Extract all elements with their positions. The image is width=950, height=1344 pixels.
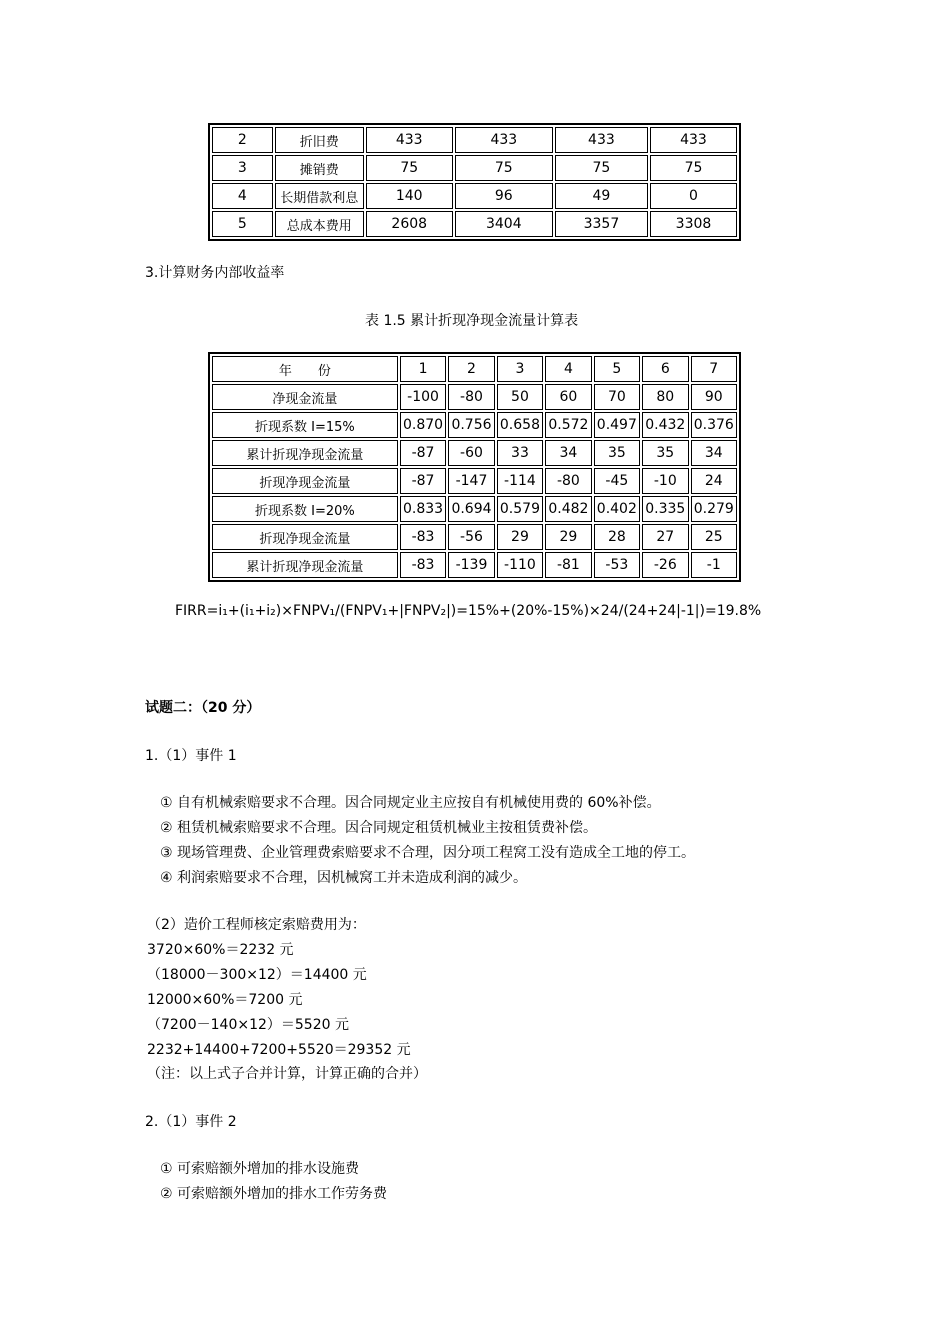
table-cell: -56 [448,524,494,550]
table-cell: -26 [642,552,688,578]
table-cell: 2608 [366,211,453,237]
table-cell: -80 [448,384,494,410]
row-label: 折现净现金流量 [212,468,398,494]
column-header: 4 [545,356,591,382]
table-cell: -87 [400,468,446,494]
table-cell: 433 [650,127,737,153]
table-cell: 50 [497,384,543,410]
q1-item: ② 租赁机械索赔要求不合理。因合同规定租赁机械业主按租赁费补偿。 [160,820,597,836]
table-cell: 0.482 [545,496,591,522]
row-label: 折现净现金流量 [212,524,398,550]
column-header: 年 份 [212,356,398,382]
table2-caption: 表 1.5 累计折现净现金流量计算表 [365,313,579,329]
section3-title: 3.计算财务内部收益率 [145,265,285,281]
table-cell: 25 [691,524,737,550]
table-cell: 24 [691,468,737,494]
table-cell: 96 [455,183,553,209]
table-cell: -81 [545,552,591,578]
table-cell: 0.579 [497,496,543,522]
table-row [212,183,737,209]
table-cell: 2 [212,127,273,153]
row-label: 折旧费 [275,127,364,153]
calc-line: （7200－140×12）＝5520 元 [147,1017,349,1033]
table-cell: 0.402 [594,496,640,522]
table-cell: -53 [594,552,640,578]
table-cell: 34 [545,440,591,466]
q1-item: ③ 现场管理费、企业管理费索赔要求不合理，因分项工程窝工没有造成全工地的停工。 [160,845,695,861]
q1-part2-title: （2）造价工程师核定索赔费用为： [147,917,366,933]
table-cell: 34 [691,440,737,466]
row-label: 折现系数 I=20% [212,496,398,522]
firr-formula: FIRR=i₁+(i₁+i₂)×FNPV₁/(FNPV₁+|FNPV₂|)=15%+(20%-15%)×24/(24+24|-1|)=19.8% [175,603,762,619]
table-cell: 29 [497,524,543,550]
q2-item: ② 可索赔额外增加的排水工作劳务费 [160,1186,388,1202]
row-label: 长期借款利息 [275,183,364,209]
column-header: 7 [691,356,737,382]
table-row [212,496,737,522]
row-label: 净现金流量 [212,384,398,410]
table-cell: 0.376 [691,412,737,438]
table-cell: 0.279 [691,496,737,522]
table-cell: 27 [642,524,688,550]
table-cell: -87 [400,440,446,466]
table-cell: 3404 [455,211,553,237]
table-cell: -80 [545,468,591,494]
column-header: 3 [497,356,543,382]
column-header: 1 [400,356,446,382]
table-row [212,384,737,410]
table-cell: 0.694 [448,496,494,522]
table-cell: -110 [497,552,543,578]
table-cell: 33 [497,440,543,466]
q1-item: ① 自有机械索赔要求不合理。因合同规定业主应按自有机械使用费的 60%补偿。 [160,795,661,811]
table-cell: 75 [650,155,737,181]
table-row [212,524,737,550]
table-cell: 29 [545,524,591,550]
q2-title: 2.（1）事件 2 [145,1114,237,1130]
table-cell: 75 [555,155,648,181]
column-header: 5 [594,356,640,382]
cashflow-table [208,352,741,582]
table-row [212,468,737,494]
table-cell: -1 [691,552,737,578]
table-cell: -60 [448,440,494,466]
table-row [212,440,737,466]
table-cell: -83 [400,552,446,578]
row-label: 折现系数 I=15% [212,412,398,438]
table-row [212,155,737,181]
row-label: 累计折现净现金流量 [212,552,398,578]
table-cell: 0.870 [400,412,446,438]
table-cell: 4 [212,183,273,209]
row-label: 摊销费 [275,155,364,181]
table-cell: 35 [642,440,688,466]
table-cell: -139 [448,552,494,578]
table-cell: -10 [642,468,688,494]
question2-title: 试题二：（20 分） [145,700,261,716]
table-cell: 0.335 [642,496,688,522]
table-cell: -45 [594,468,640,494]
table-cell: 28 [594,524,640,550]
table-cell: 3357 [555,211,648,237]
table-cell: 35 [594,440,640,466]
table-cell: -100 [400,384,446,410]
table-cell: 433 [366,127,453,153]
table-cell: 75 [455,155,553,181]
column-header: 6 [642,356,688,382]
table-cell: 0.756 [448,412,494,438]
table-cell: 80 [642,384,688,410]
table-cell: 0.497 [594,412,640,438]
column-header: 2 [448,356,494,382]
table-cell: 90 [691,384,737,410]
table-cell: -147 [448,468,494,494]
row-label: 总成本费用 [275,211,364,237]
table-cell: 5 [212,211,273,237]
table-row [212,211,737,237]
table-cell: 0.572 [545,412,591,438]
row-label: 累计折现净现金流量 [212,440,398,466]
table-row [212,412,737,438]
table-cell: 433 [555,127,648,153]
table-cell: 3308 [650,211,737,237]
table-cell: 0 [650,183,737,209]
table-row [212,552,737,578]
table-cell: -114 [497,468,543,494]
table-cell: 0.432 [642,412,688,438]
table-row [212,127,737,153]
table-cell: 70 [594,384,640,410]
q2-item: ① 可索赔额外增加的排水设施费 [160,1161,360,1177]
calc-line: （18000－300×12）＝14400 元 [147,967,367,983]
calc-line: 3720×60%＝2232 元 [147,942,294,958]
table-cell: 0.833 [400,496,446,522]
q1-title: 1.（1）事件 1 [145,748,237,764]
table-cell: 75 [366,155,453,181]
header-row [212,356,737,382]
calc-note: （注：以上式子合并计算，计算正确的合并） [147,1066,427,1082]
calc-line: 12000×60%＝7200 元 [147,992,303,1008]
table-cell: 3 [212,155,273,181]
table-cell: 140 [366,183,453,209]
table-cell: 0.658 [497,412,543,438]
cost-table [208,123,741,241]
calc-line: 2232+14400+7200+5520＝29352 元 [147,1042,411,1058]
table-cell: 49 [555,183,648,209]
table-cell: -83 [400,524,446,550]
q1-item: ④ 利润索赔要求不合理，因机械窝工并未造成利润的减少。 [160,870,527,886]
table-cell: 60 [545,384,591,410]
table-cell: 433 [455,127,553,153]
